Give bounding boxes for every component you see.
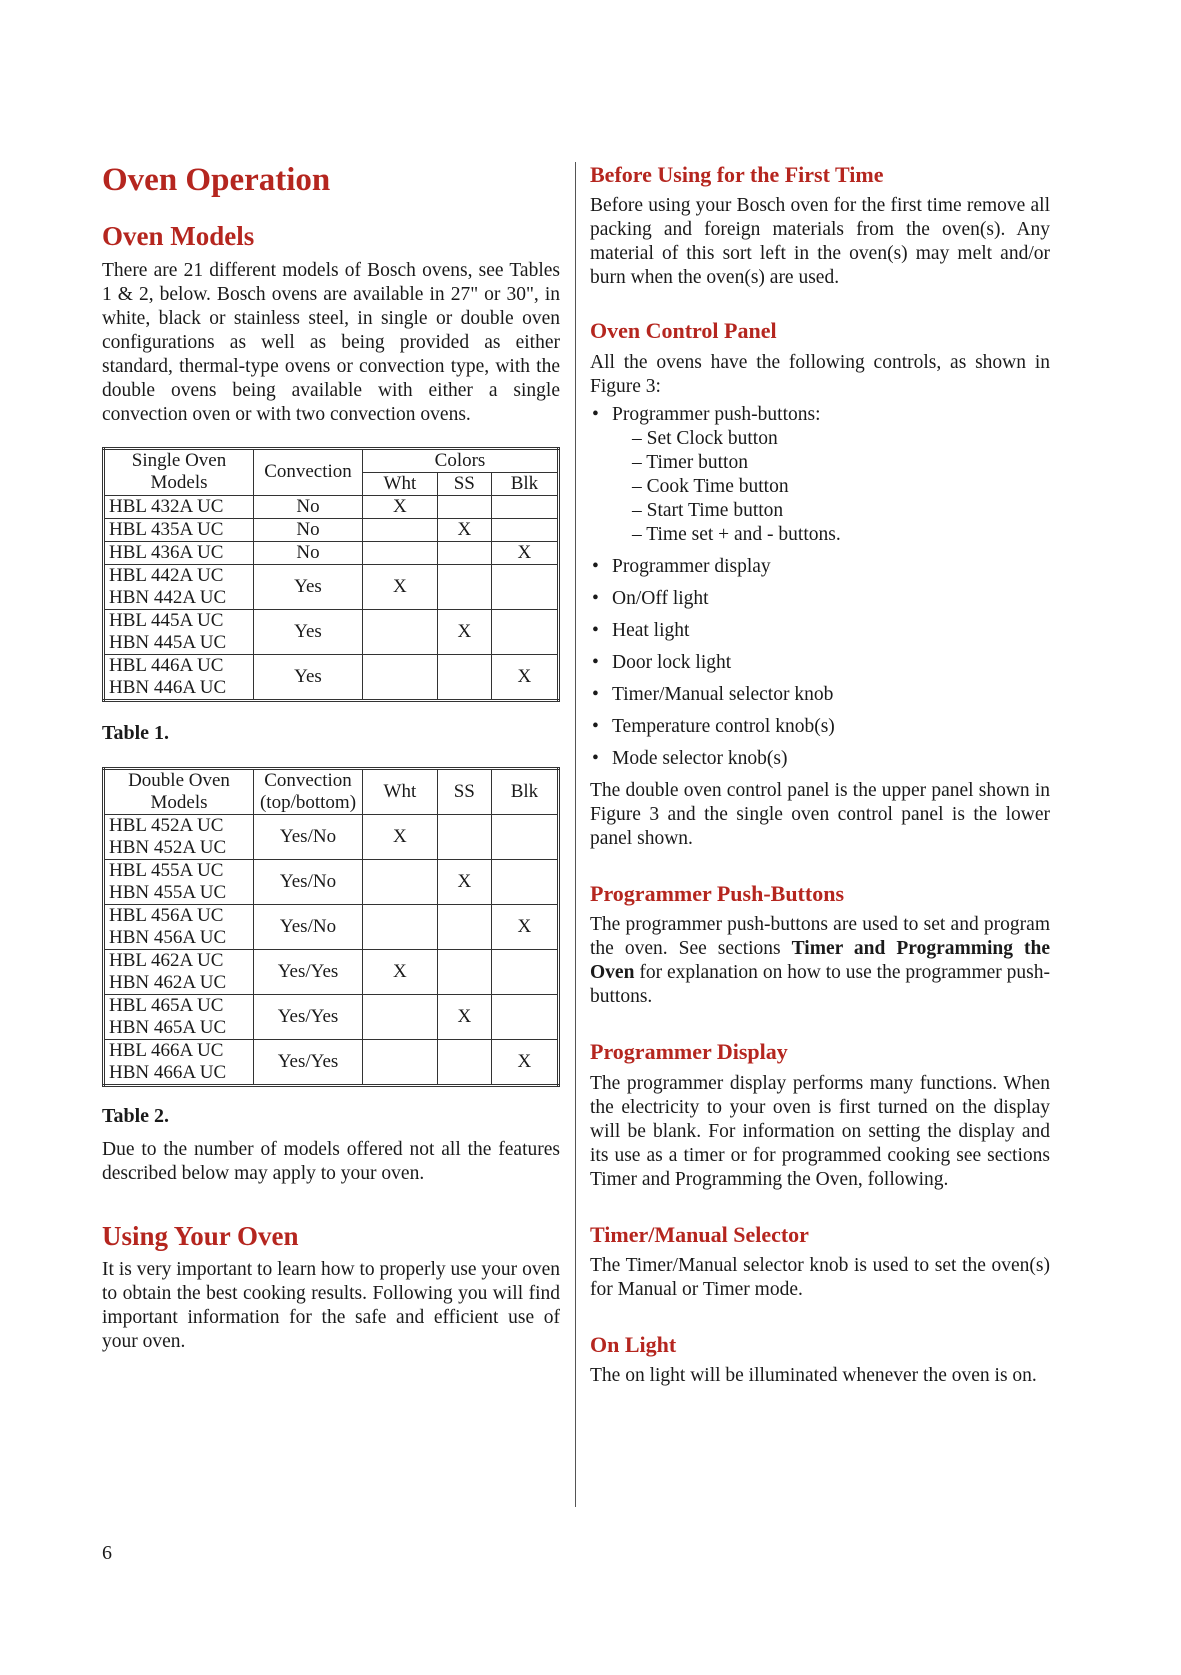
control-subitem: – Timer button	[632, 451, 748, 473]
control-subitem: – Cook Time button	[632, 475, 789, 497]
model-number: HBN 466A UC	[109, 1061, 227, 1083]
ss-header: SS	[437, 768, 491, 814]
model-cell	[104, 814, 254, 859]
single-oven-table	[102, 447, 560, 702]
blk-header: Blk	[491, 472, 558, 495]
table1-caption: Table 1.	[102, 721, 170, 744]
bullet-icon: •	[592, 747, 599, 769]
double-convection-header: Convection (top/bottom)	[254, 768, 363, 814]
control-label: Programmer push-buttons:	[612, 403, 821, 425]
table2-caption: Table 2.	[102, 1104, 170, 1127]
model-cell	[104, 859, 254, 904]
table-row	[104, 814, 559, 859]
blk-header: Blk	[491, 768, 558, 814]
ss-cell	[437, 1039, 491, 1085]
wht-cell: X	[363, 814, 438, 859]
model-cell	[104, 654, 254, 700]
colors-header: Colors	[363, 448, 559, 472]
control-label: Programmer display	[612, 555, 771, 577]
model-number: HBL 466A UC	[109, 1039, 224, 1061]
model-number: HBN 445A UC	[109, 631, 227, 653]
ss-cell	[437, 904, 491, 949]
blk-cell: X	[491, 541, 558, 564]
model-cell	[104, 949, 254, 994]
double-model-header: Double Oven Models	[104, 768, 254, 814]
blk-cell: X	[491, 1039, 558, 1085]
ss-cell	[437, 654, 491, 700]
oven-models-heading: Oven Models	[102, 221, 255, 252]
convection-cell: Yes	[254, 654, 363, 700]
selector-heading: Timer/Manual Selector	[590, 1221, 809, 1247]
double-oven-table	[102, 767, 560, 1087]
push-buttons-text-2: for explanation on how to use the programmer push-buttons.	[590, 962, 1050, 1008]
model-number: HBL 435A UC	[109, 518, 224, 540]
model-cell	[104, 1039, 254, 1085]
blk-cell	[491, 495, 558, 518]
bullet-icon: •	[592, 403, 599, 425]
bullet-icon: •	[592, 651, 599, 673]
after-tables-paragraph: Due to the number of models offered not all the features described below may apply to your oven.	[102, 1138, 560, 1184]
single-convection-header: Convection	[254, 448, 363, 495]
control-subitem: – Start Time button	[632, 499, 784, 521]
ss-cell	[437, 949, 491, 994]
model-number: HBN 446A UC	[109, 676, 227, 698]
control-item	[590, 651, 1050, 675]
table-row	[104, 904, 559, 949]
model-number: HBN 452A UC	[109, 836, 227, 858]
model-cell	[104, 994, 254, 1039]
control-item	[590, 747, 1050, 771]
table-row	[104, 518, 559, 541]
model-number: HBN 442A UC	[109, 586, 227, 608]
bullet-icon: •	[592, 715, 599, 737]
blk-cell	[491, 564, 558, 609]
control-panel-intro: All the ovens have the following controls, as shown in Figure 3:	[590, 351, 1050, 397]
model-number: HBL 452A UC	[109, 814, 224, 836]
convection-cell: Yes/No	[254, 904, 363, 949]
blk-cell	[491, 949, 558, 994]
ss-cell	[437, 541, 491, 564]
model-number: HBL 456A UC	[109, 904, 224, 926]
control-subitem: – Set Clock button	[632, 427, 778, 449]
blk-cell	[491, 859, 558, 904]
control-item	[590, 403, 1050, 547]
model-number: HBL 442A UC	[109, 564, 224, 586]
bullet-icon: •	[592, 555, 599, 577]
wht-cell	[363, 541, 438, 564]
model-number: HBL 465A UC	[109, 994, 224, 1016]
wht-cell	[363, 994, 438, 1039]
first-time-paragraph: Before using your Bosch oven for the first time remove all packing and foreign materials from the oven(s). Any material of this sort left in the oven(s) may melt and/or burn when the oven(s) are used.	[590, 195, 1050, 289]
ss-cell: X	[437, 994, 491, 1039]
page-title: Oven Operation	[102, 162, 331, 198]
wht-cell	[363, 904, 438, 949]
model-cell	[104, 518, 254, 541]
wht-header: Wht	[363, 768, 438, 814]
convection-cell: Yes/No	[254, 814, 363, 859]
model-number: HBL 445A UC	[109, 609, 224, 631]
control-label: Mode selector knob(s)	[612, 747, 788, 769]
control-item	[590, 555, 1050, 579]
single-model-header: Single Oven Models	[104, 448, 254, 495]
model-number: HBL 455A UC	[109, 859, 224, 881]
control-label: Heat light	[612, 619, 690, 641]
wht-cell: X	[363, 495, 438, 518]
controls-list	[590, 403, 1050, 771]
blk-cell	[491, 994, 558, 1039]
table-row	[104, 541, 559, 564]
wht-cell	[363, 1039, 438, 1085]
control-item	[590, 619, 1050, 643]
using-your-oven-heading: Using Your Oven	[102, 1220, 299, 1251]
control-item	[590, 587, 1050, 611]
model-cell	[104, 541, 254, 564]
push-buttons-text-1: The programmer push-buttons are used to set and program the oven. See sections	[590, 914, 1050, 960]
model-cell	[104, 904, 254, 949]
table-row	[104, 859, 559, 904]
single-oven-table-body	[104, 495, 559, 700]
blk-cell	[491, 814, 558, 859]
convection-cell: No	[254, 495, 363, 518]
convection-cell: Yes/Yes	[254, 994, 363, 1039]
control-label: Door lock light	[612, 651, 732, 673]
push-buttons-paragraph	[590, 913, 1050, 1009]
convection-cell: No	[254, 518, 363, 541]
bullet-icon: •	[592, 587, 599, 609]
bullet-icon: •	[592, 619, 599, 641]
control-label: Timer/Manual selector knob	[612, 683, 834, 705]
model-number: HBL 436A UC	[109, 541, 224, 563]
control-item	[590, 715, 1050, 739]
blk-cell: X	[491, 904, 558, 949]
control-subitem: – Time set + and - buttons.	[632, 523, 841, 545]
wht-cell	[363, 518, 438, 541]
bullet-icon: •	[592, 683, 599, 705]
push-buttons-bold: Timer and Programming the Oven	[590, 938, 1051, 984]
wht-cell	[363, 654, 438, 700]
model-cell	[104, 564, 254, 609]
on-light-heading: On Light	[590, 1331, 677, 1357]
using-your-oven-paragraph: It is very important to learn how to properly use your oven to obtain the best cooking results. Following you will find important information for the safe and efficient use of your oven.	[102, 1259, 560, 1353]
left-column	[102, 162, 560, 1354]
wht-header: Wht	[363, 472, 438, 495]
model-number: HBL 446A UC	[109, 654, 224, 676]
ss-cell: X	[437, 609, 491, 654]
model-cell	[104, 495, 254, 518]
model-cell	[104, 609, 254, 654]
convection-cell: No	[254, 541, 363, 564]
wht-cell	[363, 609, 438, 654]
table-row	[104, 949, 559, 994]
display-paragraph: The programmer display performs many functions. When the electricity to your oven is first turned on the display will be blank. For information on setting the display and its use as a timer or for programmed cooking see sections Timer and Programming the Oven, following.	[590, 1072, 1050, 1190]
control-panel-heading: Oven Control Panel	[590, 318, 777, 344]
ss-cell	[437, 495, 491, 518]
control-sublist	[612, 427, 1050, 547]
first-time-heading: Before Using for the First Time	[590, 162, 884, 187]
ss-cell: X	[437, 518, 491, 541]
control-panel-outro: The double oven control panel is the upper panel shown in Figure 3 and the single oven control panel is the lower panel shown.	[590, 779, 1050, 849]
wht-cell	[363, 859, 438, 904]
ss-cell	[437, 564, 491, 609]
convection-cell: Yes	[254, 609, 363, 654]
blk-cell	[491, 518, 558, 541]
model-number: HBL 462A UC	[109, 949, 224, 971]
model-number: HBN 465A UC	[109, 1016, 227, 1038]
selector-paragraph: The Timer/Manual selector knob is used to set the oven(s) for Manual or Timer mode.	[590, 1254, 1050, 1300]
table-row	[104, 1039, 559, 1085]
model-number: HBN 455A UC	[109, 881, 227, 903]
column-divider	[575, 162, 576, 1507]
convection-cell: Yes/Yes	[254, 949, 363, 994]
push-buttons-heading: Programmer Push-Buttons	[590, 880, 845, 906]
control-item	[590, 683, 1050, 707]
page-number: 6	[102, 1542, 112, 1564]
control-label: Temperature control knob(s)	[612, 715, 835, 737]
table-row	[104, 495, 559, 518]
model-number: HBN 462A UC	[109, 971, 227, 993]
on-light-paragraph: The on light will be illuminated whenever the oven is on.	[590, 1365, 1037, 1387]
display-heading: Programmer Display	[590, 1039, 788, 1065]
convection-cell: Yes/No	[254, 859, 363, 904]
double-oven-table-body	[104, 814, 559, 1085]
model-number: HBN 456A UC	[109, 926, 227, 948]
control-label: On/Off light	[612, 587, 709, 609]
ss-cell: X	[437, 859, 491, 904]
wht-cell: X	[363, 564, 438, 609]
blk-cell	[491, 609, 558, 654]
model-number: HBL 432A UC	[109, 495, 224, 517]
wht-cell: X	[363, 949, 438, 994]
oven-models-paragraph: There are 21 different models of Bosch ovens, see Tables 1 & 2, below. Bosch ovens are available in 27" or 30", in white, black or stainless steel, in single or double oven configurations as well as being provided as either standard, thermal-type ovens or convection type, with the double ovens being available with either a single convection oven or with two convection ovens.	[102, 259, 560, 425]
blk-cell: X	[491, 654, 558, 700]
table-row	[104, 609, 559, 654]
table-row	[104, 994, 559, 1039]
table-row	[104, 654, 559, 700]
right-column	[590, 162, 1050, 1388]
convection-cell: Yes/Yes	[254, 1039, 363, 1085]
convection-cell: Yes	[254, 564, 363, 609]
ss-header: SS	[437, 472, 491, 495]
table-row	[104, 564, 559, 609]
ss-cell	[437, 814, 491, 859]
